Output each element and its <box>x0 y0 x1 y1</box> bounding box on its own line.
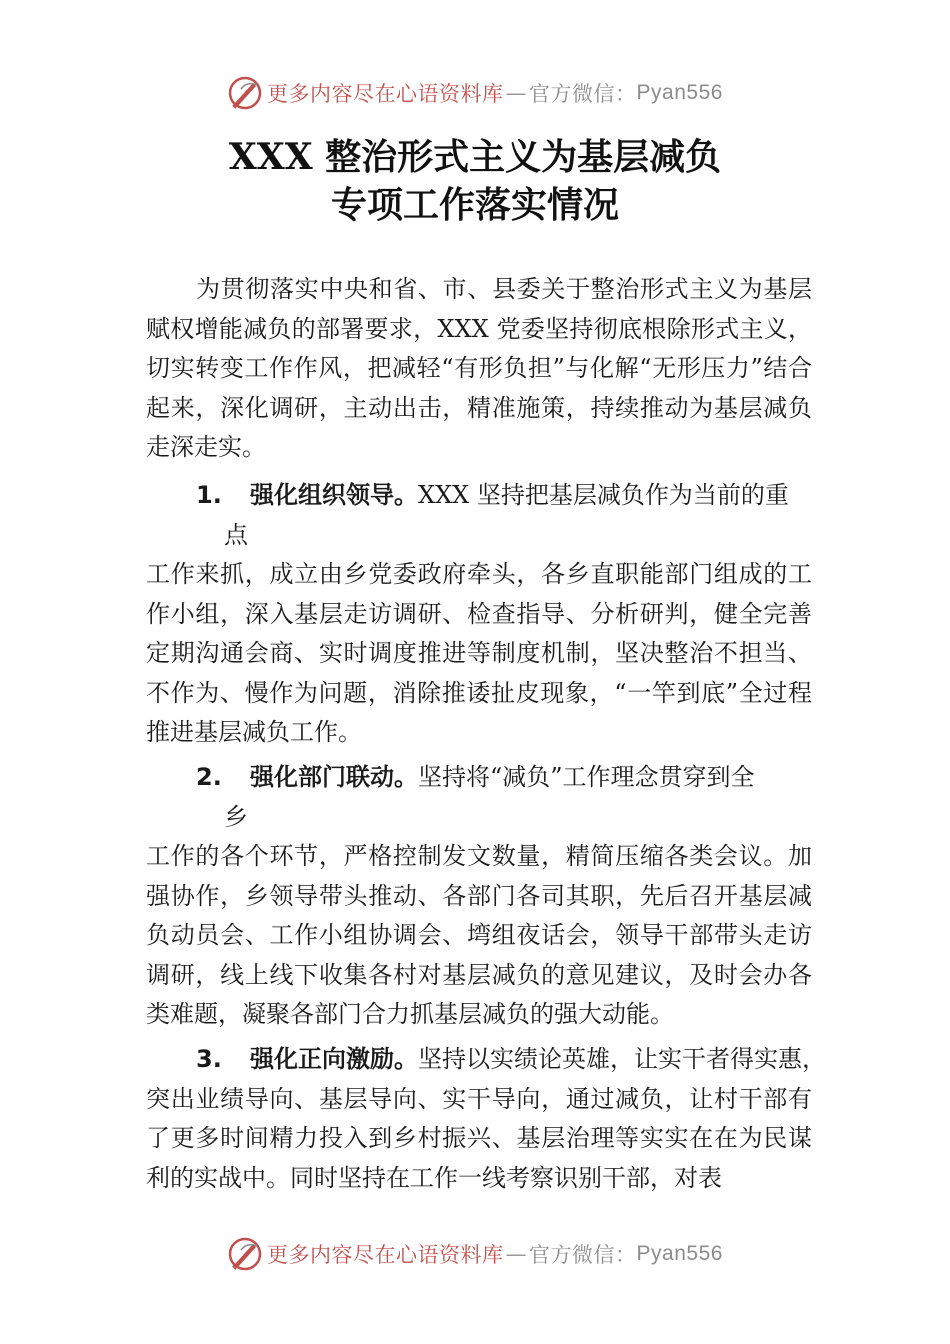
section-item-1 <box>146 476 836 753</box>
section-body: 突出业绩导向、基层导向、实干导向，通过减负，让村干部有了更多时间精力投入到乡村振兴、基层治理等实实在在为民谋利的实战中。同时坚持在工作一线考察识别干部，对表 <box>146 1084 812 1192</box>
document-title-line2: 专项工作落实情况 <box>330 184 619 226</box>
intro-paragraph: 为贯彻落实中央和省、市、县委关于整治形式主义为基层赋权增能减负的部署要求，XXX 党委坚持彻底根除形式主义，切实转变工作作风，把减轻“有形负担”与化解“无形压力”结合起来，深化调研，主动出击，精准施策，持续推动为基层减负走深走实。 <box>146 275 812 461</box>
section-heading-line <box>146 758 836 798</box>
document-title-line1: XXX 整治形式主义为基层减负 <box>228 136 722 178</box>
section-lead: XXX 坚持把基层减负作为当前的重 <box>418 481 789 509</box>
section-number: 3. <box>196 1045 222 1073</box>
watermark-wechat-label: 官方微信： <box>529 82 637 106</box>
pen-logo-icon <box>227 1236 263 1272</box>
watermark-site-text: 更多内容尽在心语资料库 <box>267 82 504 106</box>
section-lead: 坚持将“减负”工作理念贯穿到全 <box>418 763 755 791</box>
section-item-2 <box>146 758 836 1035</box>
section-heading-line <box>146 476 836 516</box>
section-heading-line <box>146 1040 836 1080</box>
section-heading: 强化正向激励。 <box>250 1045 418 1073</box>
watermark-separator: — <box>505 1242 528 1266</box>
watermark-wechat-id: Pyan556 <box>636 81 723 104</box>
watermark-wechat-id: Pyan556 <box>636 1242 723 1265</box>
watermark-wechat-label: 官方微信： <box>529 1243 637 1267</box>
section-lead: 坚持以实绩论英雄，让实干者得实惠， <box>418 1045 826 1073</box>
watermark-site-text: 更多内容尽在心语资料库 <box>267 1243 504 1267</box>
section-body: 工作来抓，成立由乡党委政府牵头，各乡直职能部门组成的工作小组，深入基层走访调研、检查指导、分析研判，健全完善定期沟通会商、实时调度推进等制度机制，坚决整治不担当、不作为、慢作为问题，消除推诿扯皮现象，“一竿到底”全过程推进基层减负工作。 <box>146 560 812 746</box>
footer-watermark <box>0 1232 950 1276</box>
section-number: 2. <box>196 763 222 791</box>
section-heading: 强化部门联动。 <box>250 763 418 791</box>
section-lead-continuation: 乡 <box>224 802 248 831</box>
section-heading: 强化组织领导。 <box>250 481 418 509</box>
pen-logo-icon <box>227 75 263 111</box>
section-number: 1. <box>196 481 222 509</box>
header-watermark <box>0 71 950 115</box>
section-item-3 <box>146 1040 836 1198</box>
watermark-separator: — <box>505 81 528 105</box>
section-body: 工作的各个环节，严格控制发文数量，精简压缩各类会议。加强协作，乡领导带头推动、各部门各司其职，先后召开基层减负动员会、工作小组协调会、塆组夜话会，领导干部带头走访调研，线上线下收集各村对基层减负的意见建议，及时会办各类难题，凝聚各部门合力抓基层减负的强大动能。 <box>146 842 812 1028</box>
section-lead-continuation: 点 <box>224 520 248 549</box>
